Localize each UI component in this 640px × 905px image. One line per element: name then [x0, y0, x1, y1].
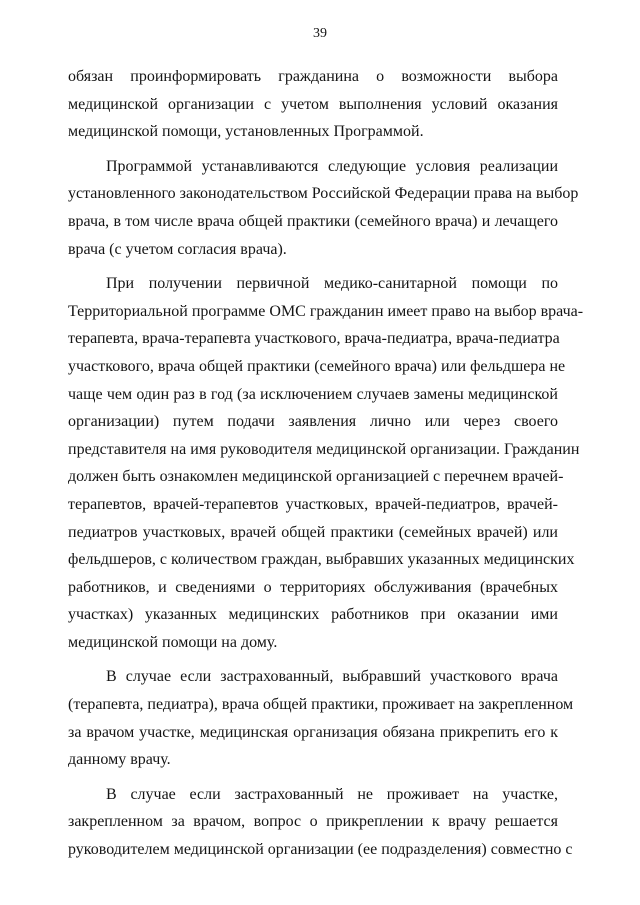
paragraph-1: [68, 63, 558, 146]
text-line: В случае если застрахованный, выбравший участкового врача: [106, 668, 558, 686]
text-line: участках) указанных медицинских работников при оказании ими: [68, 606, 558, 624]
text-line: работников, и сведениями о территориях обслуживания (врачебных: [68, 578, 558, 596]
text-line: участкового, врача общей практики (семейного врача) или фельдшера не: [68, 357, 566, 375]
body-text: [68, 63, 584, 864]
text-line: Территориальной программе ОМС гражданин имеет право на выбор врача-: [68, 302, 584, 320]
text-line: медицинской помощи на дому.: [68, 633, 278, 651]
text-line: врача, в том числе врача общей практики (семейного врача) и лечащего: [68, 212, 558, 230]
text-line: фельдшеров, с количеством граждан, выбравших указанных медицинских: [68, 551, 575, 569]
text-line: терапевтов, врачей-терапевтов участковых, врачей-педиатров, врачей-: [68, 495, 558, 513]
text-line: При получении первичной медико-санитарной помощи по: [106, 275, 558, 293]
text-line: терапевта, врача-терапевта участкового, врача-педиатра, врача-педиатра: [68, 330, 560, 348]
text-line: обязан проинформировать гражданина о возможности выбора: [68, 68, 558, 85]
text-line: педиатров участковых, врачей общей практики (семейных врачей) или: [68, 523, 558, 541]
text-line: закрепленном за врачом, вопрос о прикреплении к врачу решается: [68, 813, 558, 831]
paragraph-4: [68, 663, 574, 773]
text-line: данному врачу.: [68, 751, 171, 769]
text-line: врача (с учетом согласия врача).: [68, 240, 287, 258]
text-line: организации) путем подачи заявления лично или через своего: [68, 413, 558, 431]
text-line: медицинской помощи, установленных Программой.: [68, 123, 424, 141]
text-line: представителя на имя руководителя медицинской организации. Гражданин: [68, 440, 580, 458]
text-line: должен быть ознакомлен медицинской организацией с перечнем врачей-: [68, 468, 564, 486]
text-line: В случае если застрахованный не проживает на участке,: [106, 785, 558, 803]
text-line: (терапевта, педиатра), врача общей практики, проживает на закрепленном: [68, 696, 574, 714]
page-number: 39: [313, 26, 327, 41]
paragraph-3: [68, 270, 584, 656]
text-line: чаще чем один раз в год (за исключением случаев замены медицинской: [68, 385, 558, 403]
text-line: руководителем медицинской организации (ее подразделения) совместно с: [68, 841, 573, 859]
text-line: Программой устанавливаются следующие условия реализации: [106, 157, 558, 175]
text-line: установленного законодательством Российской Федерации права на выбор: [68, 185, 579, 203]
text-line: за врачом участке, медицинская организация обязана прикрепить его к: [68, 723, 558, 741]
paragraph-5: [68, 781, 573, 864]
paragraph-2: [68, 153, 579, 263]
text-line: медицинской организации с учетом выполнения условий оказания: [68, 95, 558, 113]
